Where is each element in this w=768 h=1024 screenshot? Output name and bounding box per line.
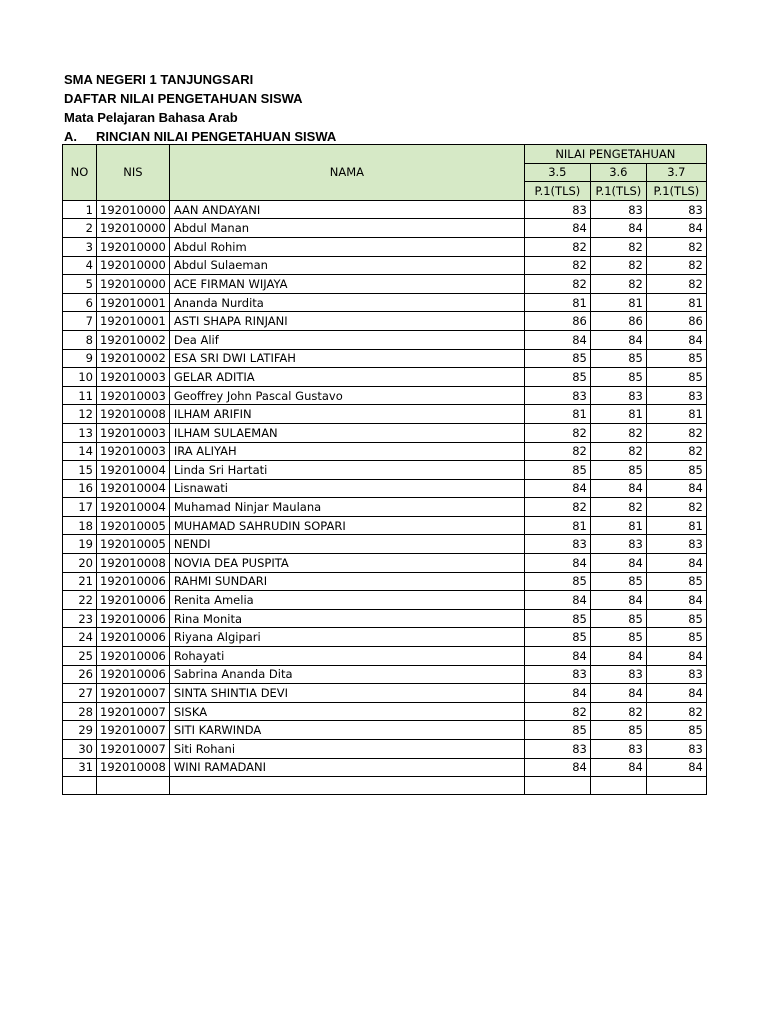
row-no: 24 — [63, 628, 97, 647]
grades-table — [62, 144, 707, 795]
row-score-3-5: 82 — [524, 702, 590, 721]
row-score-3-6: 83 — [590, 740, 646, 759]
row-score-3-5: 83 — [524, 386, 590, 405]
row-score-3-6: 82 — [590, 275, 646, 294]
header-assessment-1: P.1(TLS) — [524, 182, 590, 201]
row-score-3-7: 85 — [646, 461, 706, 480]
table-row — [63, 665, 707, 684]
row-nis: 192010000 — [97, 275, 170, 294]
row-nama: WINI RAMADANI — [169, 758, 524, 777]
row-nama: Lisnawati — [169, 479, 524, 498]
row-score-3-7: 85 — [646, 368, 706, 387]
row-score-3-5: 85 — [524, 461, 590, 480]
table-row — [63, 349, 707, 368]
row-nis: 192010000 — [97, 200, 170, 219]
row-score-3-6: 85 — [590, 609, 646, 628]
row-no: 9 — [63, 349, 97, 368]
table-row — [63, 237, 707, 256]
row-score-3-6: 82 — [590, 498, 646, 517]
row-nama: GELAR ADITIA — [169, 368, 524, 387]
empty-cell — [97, 777, 170, 795]
table-row — [63, 647, 707, 666]
section-title: RINCIAN NILAI PENGETAHUAN SISWA — [96, 129, 337, 144]
row-no: 8 — [63, 330, 97, 349]
row-nama: Riyana Algipari — [169, 628, 524, 647]
empty-cell — [590, 777, 646, 795]
row-nama: NOVIA DEA PUSPITA — [169, 554, 524, 573]
row-no: 14 — [63, 442, 97, 461]
row-nama: RAHMI SUNDARI — [169, 572, 524, 591]
table-row — [63, 758, 707, 777]
row-nama: AAN ANDAYANI — [169, 200, 524, 219]
empty-cell — [646, 777, 706, 795]
row-nis: 192010004 — [97, 479, 170, 498]
row-score-3-7: 82 — [646, 702, 706, 721]
table-row — [63, 368, 707, 387]
row-score-3-7: 82 — [646, 275, 706, 294]
row-score-3-5: 84 — [524, 554, 590, 573]
table-row — [63, 591, 707, 610]
row-nama: Muhamad Ninjar Maulana — [169, 498, 524, 517]
row-score-3-5: 81 — [524, 293, 590, 312]
row-nama: ASTI SHAPA RINJANI — [169, 312, 524, 331]
empty-cell — [524, 777, 590, 795]
row-score-3-7: 85 — [646, 609, 706, 628]
table-row — [63, 386, 707, 405]
row-score-3-6: 82 — [590, 442, 646, 461]
row-score-3-7: 84 — [646, 758, 706, 777]
row-nama: Siti Rohani — [169, 740, 524, 759]
row-score-3-7: 84 — [646, 330, 706, 349]
table-row — [63, 442, 707, 461]
row-score-3-5: 84 — [524, 330, 590, 349]
row-nis: 192010006 — [97, 665, 170, 684]
row-score-3-6: 82 — [590, 256, 646, 275]
row-score-3-5: 83 — [524, 740, 590, 759]
table-row — [63, 330, 707, 349]
row-score-3-5: 84 — [524, 219, 590, 238]
row-no: 29 — [63, 721, 97, 740]
row-nama: Renita Amelia — [169, 591, 524, 610]
row-score-3-5: 82 — [524, 275, 590, 294]
row-no: 20 — [63, 554, 97, 573]
row-score-3-7: 82 — [646, 442, 706, 461]
row-score-3-5: 84 — [524, 479, 590, 498]
row-score-3-6: 83 — [590, 665, 646, 684]
header-nilai-pengetahuan: NILAI PENGETAHUAN — [524, 145, 706, 164]
row-nis: 192010004 — [97, 498, 170, 517]
table-row — [63, 312, 707, 331]
row-no: 11 — [63, 386, 97, 405]
row-nama: Dea Alif — [169, 330, 524, 349]
row-score-3-6: 83 — [590, 535, 646, 554]
row-score-3-5: 85 — [524, 721, 590, 740]
document-header — [64, 70, 336, 146]
row-nis: 192010001 — [97, 312, 170, 331]
document-title: DAFTAR NILAI PENGETAHUAN SISWA — [64, 91, 303, 106]
row-nama: Abdul Sulaeman — [169, 256, 524, 275]
row-nis: 192010008 — [97, 405, 170, 424]
row-no: 12 — [63, 405, 97, 424]
header-assessment-2: P.1(TLS) — [590, 182, 646, 201]
row-nis: 192010005 — [97, 516, 170, 535]
row-nis: 192010002 — [97, 330, 170, 349]
row-score-3-7: 85 — [646, 721, 706, 740]
row-score-3-7: 83 — [646, 200, 706, 219]
row-score-3-7: 82 — [646, 423, 706, 442]
row-nis: 192010007 — [97, 702, 170, 721]
row-score-3-5: 82 — [524, 256, 590, 275]
row-score-3-5: 82 — [524, 442, 590, 461]
row-score-3-6: 85 — [590, 721, 646, 740]
header-kd-1: 3.5 — [524, 163, 590, 182]
row-score-3-5: 86 — [524, 312, 590, 331]
header-assessment-3: P.1(TLS) — [646, 182, 706, 201]
row-score-3-6: 85 — [590, 349, 646, 368]
row-nama: NENDI — [169, 535, 524, 554]
row-nama: ILHAM ARIFIN — [169, 405, 524, 424]
row-nis: 192010008 — [97, 554, 170, 573]
row-score-3-7: 84 — [646, 219, 706, 238]
header-no: NO — [63, 145, 97, 201]
row-no: 21 — [63, 572, 97, 591]
row-nama: Rina Monita — [169, 609, 524, 628]
row-nis: 192010004 — [97, 461, 170, 480]
row-nis: 192010000 — [97, 219, 170, 238]
empty-cell — [63, 777, 97, 795]
row-score-3-6: 84 — [590, 684, 646, 703]
table-row — [63, 479, 707, 498]
row-nis: 192010006 — [97, 647, 170, 666]
row-score-3-7: 81 — [646, 293, 706, 312]
row-no: 5 — [63, 275, 97, 294]
row-nis: 192010006 — [97, 609, 170, 628]
row-nama: Ananda Nurdita — [169, 293, 524, 312]
row-nis: 192010008 — [97, 758, 170, 777]
row-no: 25 — [63, 647, 97, 666]
row-score-3-7: 84 — [646, 554, 706, 573]
row-score-3-5: 84 — [524, 647, 590, 666]
row-score-3-7: 82 — [646, 498, 706, 517]
row-no: 31 — [63, 758, 97, 777]
row-score-3-6: 81 — [590, 293, 646, 312]
row-nama: Abdul Manan — [169, 219, 524, 238]
row-score-3-5: 85 — [524, 609, 590, 628]
row-score-3-6: 86 — [590, 312, 646, 331]
row-nama: Geoffrey John Pascal Gustavo — [169, 386, 524, 405]
row-score-3-7: 85 — [646, 349, 706, 368]
row-score-3-6: 85 — [590, 572, 646, 591]
row-no: 26 — [63, 665, 97, 684]
row-nis: 192010000 — [97, 237, 170, 256]
row-nis: 192010007 — [97, 740, 170, 759]
row-no: 6 — [63, 293, 97, 312]
table-row — [63, 628, 707, 647]
row-nis: 192010007 — [97, 721, 170, 740]
row-no: 10 — [63, 368, 97, 387]
row-score-3-7: 82 — [646, 237, 706, 256]
section-label: A. — [64, 129, 77, 144]
row-score-3-6: 84 — [590, 554, 646, 573]
row-nama: SISKA — [169, 702, 524, 721]
row-score-3-6: 84 — [590, 479, 646, 498]
row-no: 23 — [63, 609, 97, 628]
table-row — [63, 554, 707, 573]
row-score-3-5: 85 — [524, 349, 590, 368]
row-score-3-7: 83 — [646, 665, 706, 684]
row-nis: 192010006 — [97, 572, 170, 591]
row-score-3-6: 84 — [590, 330, 646, 349]
row-score-3-7: 84 — [646, 591, 706, 610]
empty-row — [63, 777, 707, 795]
row-nis: 192010001 — [97, 293, 170, 312]
row-score-3-5: 83 — [524, 535, 590, 554]
table-row — [63, 702, 707, 721]
row-score-3-6: 84 — [590, 758, 646, 777]
table-row — [63, 498, 707, 517]
table-row — [63, 219, 707, 238]
table-row — [63, 572, 707, 591]
row-score-3-5: 85 — [524, 572, 590, 591]
row-score-3-7: 86 — [646, 312, 706, 331]
row-nis: 192010002 — [97, 349, 170, 368]
row-score-3-5: 84 — [524, 591, 590, 610]
grades-table-body — [63, 200, 707, 794]
table-row — [63, 684, 707, 703]
row-score-3-6: 81 — [590, 405, 646, 424]
table-row — [63, 721, 707, 740]
row-score-3-5: 82 — [524, 498, 590, 517]
header-nis: NIS — [97, 145, 170, 201]
row-score-3-5: 83 — [524, 200, 590, 219]
row-nama: ILHAM SULAEMAN — [169, 423, 524, 442]
row-score-3-5: 82 — [524, 237, 590, 256]
row-nis: 192010003 — [97, 368, 170, 387]
row-no: 17 — [63, 498, 97, 517]
table-row — [63, 423, 707, 442]
header-nama: NAMA — [169, 145, 524, 201]
row-score-3-7: 84 — [646, 647, 706, 666]
row-score-3-6: 83 — [590, 200, 646, 219]
row-nama: IRA ALIYAH — [169, 442, 524, 461]
row-nama: SITI KARWINDA — [169, 721, 524, 740]
empty-cell — [169, 777, 524, 795]
row-nis: 192010006 — [97, 628, 170, 647]
subject-line: Mata Pelajaran Bahasa Arab — [64, 110, 238, 125]
row-no: 13 — [63, 423, 97, 442]
row-score-3-6: 84 — [590, 219, 646, 238]
row-score-3-7: 85 — [646, 572, 706, 591]
row-score-3-5: 85 — [524, 628, 590, 647]
row-no: 3 — [63, 237, 97, 256]
row-score-3-5: 81 — [524, 405, 590, 424]
row-nama: Abdul Rohim — [169, 237, 524, 256]
row-nis: 192010000 — [97, 256, 170, 275]
row-no: 2 — [63, 219, 97, 238]
row-score-3-6: 81 — [590, 516, 646, 535]
row-score-3-5: 83 — [524, 665, 590, 684]
row-score-3-5: 84 — [524, 758, 590, 777]
row-score-3-6: 84 — [590, 647, 646, 666]
header-kd-3: 3.7 — [646, 163, 706, 182]
table-row — [63, 275, 707, 294]
row-no: 27 — [63, 684, 97, 703]
row-no: 22 — [63, 591, 97, 610]
row-score-3-6: 85 — [590, 628, 646, 647]
row-nis: 192010003 — [97, 442, 170, 461]
table-row — [63, 200, 707, 219]
row-score-3-7: 82 — [646, 256, 706, 275]
row-no: 18 — [63, 516, 97, 535]
table-row — [63, 535, 707, 554]
row-score-3-7: 83 — [646, 386, 706, 405]
row-score-3-5: 81 — [524, 516, 590, 535]
row-nama: ESA SRI DWI LATIFAH — [169, 349, 524, 368]
row-score-3-6: 82 — [590, 702, 646, 721]
table-row — [63, 256, 707, 275]
row-no: 19 — [63, 535, 97, 554]
row-no: 1 — [63, 200, 97, 219]
row-nama: Sabrina Ananda Dita — [169, 665, 524, 684]
row-nis: 192010007 — [97, 684, 170, 703]
header-kd-2: 3.6 — [590, 163, 646, 182]
row-score-3-7: 84 — [646, 684, 706, 703]
row-score-3-7: 81 — [646, 516, 706, 535]
row-nama: Rohayati — [169, 647, 524, 666]
row-nama: SINTA SHINTIA DEVI — [169, 684, 524, 703]
table-row — [63, 405, 707, 424]
row-no: 30 — [63, 740, 97, 759]
row-score-3-7: 83 — [646, 740, 706, 759]
row-score-3-6: 83 — [590, 386, 646, 405]
table-row — [63, 461, 707, 480]
row-score-3-7: 85 — [646, 628, 706, 647]
row-nis: 192010006 — [97, 591, 170, 610]
row-no: 15 — [63, 461, 97, 480]
row-score-3-6: 85 — [590, 461, 646, 480]
row-nis: 192010003 — [97, 386, 170, 405]
row-score-3-7: 84 — [646, 479, 706, 498]
table-row — [63, 516, 707, 535]
row-nis: 192010003 — [97, 423, 170, 442]
row-no: 16 — [63, 479, 97, 498]
row-no: 28 — [63, 702, 97, 721]
table-row — [63, 609, 707, 628]
row-no: 4 — [63, 256, 97, 275]
row-nama: MUHAMAD SAHRUDIN SOPARI — [169, 516, 524, 535]
row-score-3-7: 83 — [646, 535, 706, 554]
table-row — [63, 740, 707, 759]
row-nis: 192010005 — [97, 535, 170, 554]
row-nama: ACE FIRMAN WIJAYA — [169, 275, 524, 294]
row-score-3-5: 84 — [524, 684, 590, 703]
table-row — [63, 293, 707, 312]
school-name: SMA NEGERI 1 TANJUNGSARI — [64, 72, 254, 87]
row-no: 7 — [63, 312, 97, 331]
row-score-3-6: 84 — [590, 591, 646, 610]
row-score-3-7: 81 — [646, 405, 706, 424]
row-score-3-5: 82 — [524, 423, 590, 442]
row-score-3-5: 85 — [524, 368, 590, 387]
row-score-3-6: 85 — [590, 368, 646, 387]
row-nama: Linda Sri Hartati — [169, 461, 524, 480]
row-score-3-6: 82 — [590, 423, 646, 442]
row-score-3-6: 82 — [590, 237, 646, 256]
